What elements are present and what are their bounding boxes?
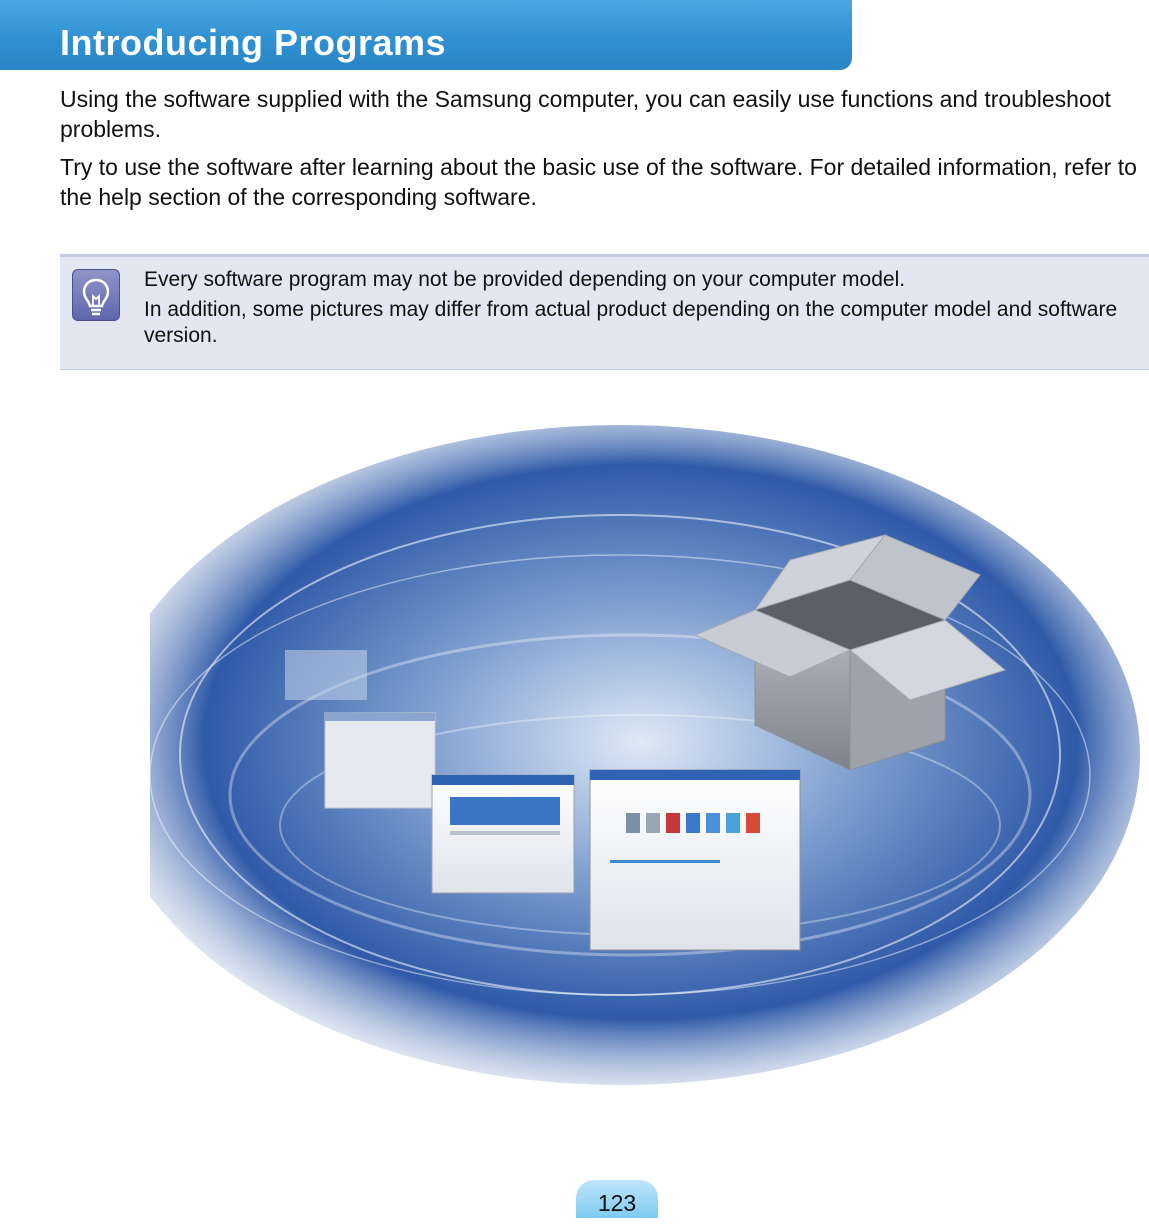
title-bar bbox=[0, 0, 852, 70]
intro-text bbox=[60, 84, 1149, 220]
intro-paragraph-2: Try to use the software after learning about the basic use of the software. For detailed information, refer to the help section of the corresponding software. bbox=[60, 154, 1137, 210]
note-line-1: Every software program may not be provided depending on your computer model. bbox=[144, 268, 906, 291]
intro-paragraph-1: Using the software supplied with the Samsung computer, you can easily use functions and troubleshoot problems. bbox=[60, 86, 1111, 142]
software-illustration-graphic bbox=[150, 395, 1149, 1155]
note-line-2: In addition, some pictures may differ from actual product depending on the computer model and software version. bbox=[144, 298, 1118, 347]
page-title: Introducing Programs bbox=[60, 22, 447, 63]
page-number: 123 bbox=[576, 1180, 658, 1218]
lightbulb-icon bbox=[72, 269, 120, 321]
note-box bbox=[60, 254, 1149, 370]
note-text bbox=[144, 267, 1144, 353]
software-illustration bbox=[150, 395, 1149, 1155]
